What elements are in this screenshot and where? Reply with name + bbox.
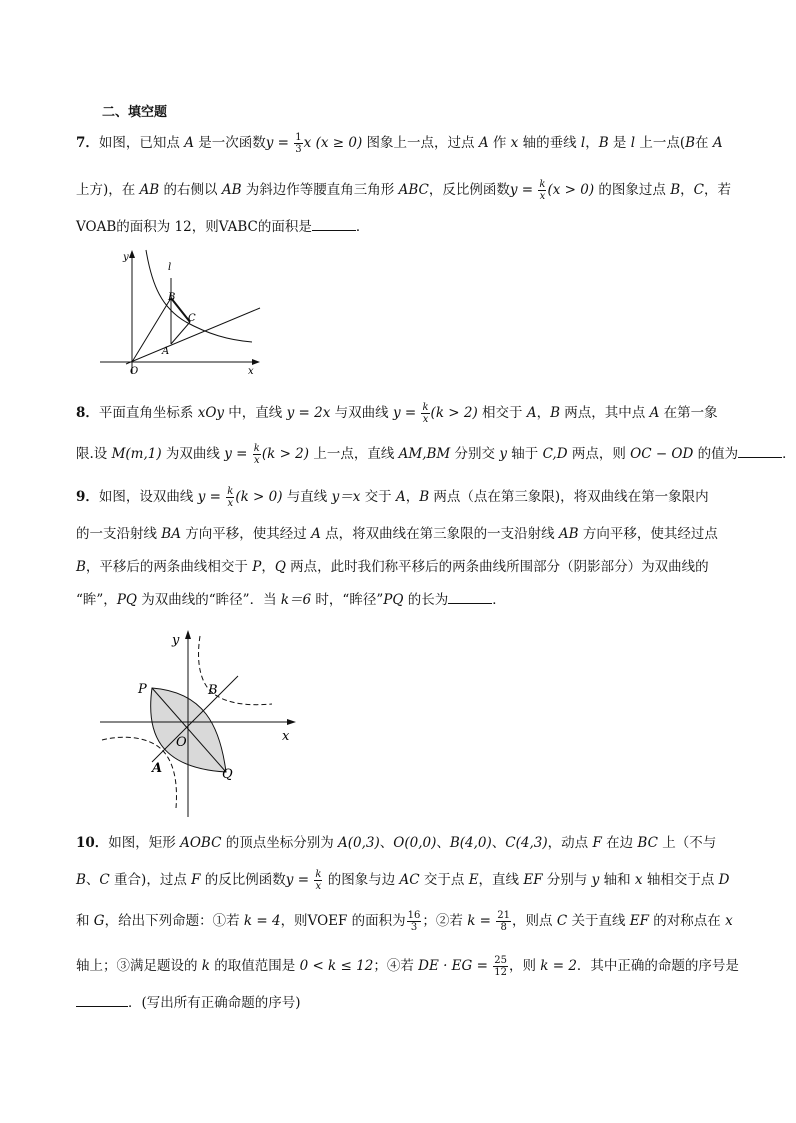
frac-den: x xyxy=(539,191,546,202)
text: 如图，已知点 xyxy=(98,135,185,151)
math: AB xyxy=(139,182,160,198)
label-O: O xyxy=(176,735,187,750)
answer-blank[interactable] xyxy=(76,994,128,1007)
text: 的面积是 xyxy=(257,219,312,235)
frac-num: k xyxy=(315,869,322,880)
math: = xyxy=(293,872,314,888)
text: 轴相交于点 xyxy=(642,872,719,888)
text: 上一点( xyxy=(635,135,686,151)
text: ，动点 xyxy=(547,835,593,851)
math: (x > 0) xyxy=(547,182,595,198)
math: PQ xyxy=(383,592,404,608)
text: 重合)，过点 xyxy=(109,872,192,888)
math: = xyxy=(273,135,294,151)
math: C(4,3) xyxy=(505,835,548,851)
math: EF xyxy=(629,913,649,929)
math: F xyxy=(592,835,602,851)
q7-line-1 xyxy=(76,132,726,155)
math: k＝6 xyxy=(280,592,312,608)
q7-line-3 xyxy=(76,216,726,238)
math: = xyxy=(400,405,421,421)
math: OC − OD xyxy=(630,446,694,462)
text: 是 xyxy=(608,135,631,151)
fraction xyxy=(314,869,322,892)
q7-figure xyxy=(96,246,264,378)
math: AC xyxy=(399,872,420,888)
math: PQ xyxy=(116,592,137,608)
fraction xyxy=(493,955,508,978)
math: y xyxy=(591,872,600,888)
math: C xyxy=(693,182,704,198)
label-l: l xyxy=(168,262,172,273)
math: AB xyxy=(221,182,242,198)
math: BC xyxy=(637,835,658,851)
text: 轴上；③满足题设的 xyxy=(76,958,202,974)
math: AOBC xyxy=(180,835,222,851)
fraction xyxy=(496,910,511,933)
math: EF xyxy=(523,872,543,888)
text: 分别交 xyxy=(450,446,500,462)
text: 的顶点坐标分别为 xyxy=(221,835,339,851)
math: k = xyxy=(467,913,496,929)
q9-line-3 xyxy=(76,556,726,578)
section-title: 二、填空题 xyxy=(102,105,168,120)
text: 交于点 xyxy=(419,872,469,888)
math: A xyxy=(184,135,194,151)
text: ．其中正确的命题的序号是 xyxy=(576,958,739,974)
math: y xyxy=(265,135,274,151)
text: 的一支沿射线 xyxy=(76,526,162,542)
text: ， xyxy=(405,489,420,505)
text: 的取值范围是 xyxy=(209,958,300,974)
text: 、 xyxy=(85,872,100,888)
q7-number: 7． xyxy=(76,135,99,151)
math: (k > 2) xyxy=(430,405,478,421)
text: 的对称点在 xyxy=(648,913,726,929)
math: ABC xyxy=(398,182,429,198)
text: ；④若 xyxy=(373,958,419,974)
y-axis-arrow xyxy=(129,250,135,258)
text: 在 xyxy=(695,135,713,151)
text: 与直线 xyxy=(282,489,332,505)
frac-den: 8 xyxy=(500,922,507,933)
label-y: y xyxy=(172,633,180,648)
math: B xyxy=(76,559,86,575)
text: 、 xyxy=(436,835,450,851)
text: 轴于 xyxy=(506,446,543,462)
text: 方向平移，使其经过点 xyxy=(578,526,718,542)
q9-line-2 xyxy=(76,523,726,545)
text: ． xyxy=(355,219,370,235)
text: 上方)，在 xyxy=(76,182,140,198)
frac-num: 1 xyxy=(295,132,302,143)
label-A: A xyxy=(162,346,170,357)
text: ， xyxy=(585,135,599,151)
text: 两点，则 xyxy=(567,446,631,462)
math: y = 2x xyxy=(286,405,331,421)
math: D xyxy=(718,872,730,888)
math: P xyxy=(252,559,262,575)
text: 的长为 xyxy=(403,592,449,608)
text: 和 xyxy=(76,913,94,929)
frac-num: k xyxy=(422,402,429,413)
math: k xyxy=(201,958,210,974)
math: C xyxy=(556,913,568,929)
fraction xyxy=(294,132,302,155)
math: DE · EG = xyxy=(418,958,493,974)
math: = xyxy=(231,446,252,462)
math: AM,BM xyxy=(398,446,451,462)
text: 为双曲线 xyxy=(161,446,225,462)
math: C xyxy=(99,872,110,888)
math: Q xyxy=(274,559,286,575)
text: ． xyxy=(492,592,506,608)
math: A xyxy=(649,405,660,421)
q10-line-5 xyxy=(76,992,726,1014)
text: “眸”， xyxy=(76,592,117,608)
label-A: A xyxy=(152,761,163,776)
math: A xyxy=(478,135,489,151)
fraction xyxy=(538,179,546,202)
text: 平面直角坐标系 xyxy=(98,405,198,421)
text: 交于 xyxy=(360,489,396,505)
math: E xyxy=(468,872,479,888)
text: 如图，矩形 xyxy=(108,835,181,851)
q8-number: 8． xyxy=(76,405,99,421)
math: x xyxy=(634,872,643,888)
text: 轴和 xyxy=(599,872,635,888)
fraction xyxy=(421,402,429,425)
math: y xyxy=(509,182,518,198)
math: A xyxy=(311,526,321,542)
frac-den: x xyxy=(227,498,234,509)
math: O(0,0) xyxy=(393,835,437,851)
label-y: y xyxy=(123,252,129,263)
text: ，反比例函数 xyxy=(428,182,510,198)
text: ，给出下列命题：①若 xyxy=(104,913,244,929)
frac-den: 3 xyxy=(295,144,302,155)
text: 、 xyxy=(379,835,394,851)
text: ．(写出所有正确命题的序号) xyxy=(128,995,301,1011)
frac-den: x xyxy=(253,455,260,466)
text: ，则点 xyxy=(512,913,557,929)
q10-line-1 xyxy=(76,832,726,854)
text: 的反比例函数 xyxy=(200,872,286,888)
text: 关于直线 xyxy=(567,913,630,929)
math: B xyxy=(550,405,561,421)
q10-line-3 xyxy=(76,910,733,933)
fraction xyxy=(253,443,261,466)
math: M(m,1) xyxy=(111,446,162,462)
math: y＝x xyxy=(331,489,361,505)
math: B xyxy=(598,135,609,151)
label-C: C xyxy=(188,313,196,324)
label-x: x xyxy=(282,729,290,744)
text: 方向平移，使其经过 xyxy=(180,526,312,542)
text: ， xyxy=(680,182,694,198)
fraction xyxy=(226,486,234,509)
frac-num: k xyxy=(253,443,260,454)
math: l xyxy=(580,135,586,151)
text: ， xyxy=(536,405,551,421)
q8-line-1 xyxy=(76,402,726,425)
text: 两点（点在第三象限)，将双曲线在第一象限内 xyxy=(429,489,709,505)
text: 图象上一点，过点 xyxy=(362,135,479,151)
math: A(0,3) xyxy=(338,835,380,851)
text: 上一点，直线 xyxy=(309,446,399,462)
math: y xyxy=(392,405,401,421)
text: 与双曲线 xyxy=(330,405,393,421)
text: 在边 xyxy=(601,835,638,851)
q10-number: 10． xyxy=(76,835,109,851)
text: 是一次函数 xyxy=(193,135,266,151)
frac-num: k xyxy=(539,179,546,190)
math: x xyxy=(510,135,519,151)
math: G xyxy=(93,913,105,929)
text: 相交于 xyxy=(477,405,527,421)
label-B: B xyxy=(208,683,218,698)
text: 限.设 xyxy=(76,446,112,462)
text: 的图象过点 xyxy=(594,182,671,198)
text: 两点，此时我们称平移后的两条曲线所围部分（阴影部分）为双曲线的 xyxy=(285,559,709,575)
math: VOAB xyxy=(76,219,117,235)
hyperbola-curve xyxy=(146,250,252,342)
frac-num: 25 xyxy=(494,955,507,966)
math: C,D xyxy=(542,446,568,462)
text: 为斜边作等腰直角三角形 xyxy=(241,182,399,198)
math: B xyxy=(76,872,86,888)
text: 的值为 xyxy=(693,446,739,462)
text: 时，“眸径” xyxy=(311,592,384,608)
q7-line-2 xyxy=(76,179,731,202)
math: y xyxy=(499,446,507,462)
text: ，若 xyxy=(703,182,731,198)
frac-den: x xyxy=(422,414,429,425)
text: 在第一象 xyxy=(659,405,718,421)
text: 如图，设双曲线 xyxy=(98,489,198,505)
y-axis-arrow xyxy=(185,630,191,639)
frac-num: k xyxy=(227,486,234,497)
math: k = 2 xyxy=(540,958,577,974)
fraction xyxy=(407,910,422,933)
frac-num: 16 xyxy=(407,910,421,921)
frac-den: x xyxy=(315,881,322,892)
text: 两点，其中点 xyxy=(560,405,650,421)
math: y xyxy=(224,446,232,462)
frac-num: 21 xyxy=(497,910,511,921)
text: ，则 xyxy=(508,958,541,974)
text: 中，直线 xyxy=(224,405,287,421)
q9-figure xyxy=(96,622,308,822)
math: VOEF xyxy=(307,913,348,929)
math: x (x ≥ 0) xyxy=(303,135,363,151)
q9-number: 9． xyxy=(76,489,99,505)
text: 作 xyxy=(488,135,511,151)
q10-line-4 xyxy=(76,955,739,978)
q8-line-2 xyxy=(76,443,796,466)
math: B(4,0) xyxy=(449,835,492,851)
math: k = 4 xyxy=(243,913,281,929)
text: 为双曲线的“眸径”．当 xyxy=(136,592,281,608)
text: ，平移后的两条曲线相交于 xyxy=(85,559,253,575)
text: ． xyxy=(782,446,796,462)
label-P: P xyxy=(138,682,147,697)
math: AB xyxy=(558,526,579,542)
math: B xyxy=(670,182,681,198)
text: 上（不与 xyxy=(657,835,717,851)
x-axis-arrow xyxy=(287,719,296,725)
text: ， xyxy=(261,559,275,575)
text: 的面积为 12，则 xyxy=(116,219,219,235)
math: (k > 0) xyxy=(235,489,283,505)
answer-blank[interactable] xyxy=(738,445,782,458)
q9-line-4 xyxy=(76,589,726,611)
frac-den: 3 xyxy=(410,922,418,933)
answer-blank[interactable] xyxy=(312,218,356,231)
math: A xyxy=(526,405,537,421)
math: l xyxy=(630,135,636,151)
math: BA xyxy=(161,526,181,542)
q10-line-2 xyxy=(76,869,730,892)
math: F xyxy=(191,872,201,888)
label-Q: Q xyxy=(222,767,233,782)
text: ；②若 xyxy=(422,913,468,929)
math: = xyxy=(517,182,538,198)
math: = xyxy=(205,489,226,505)
text: ，直线 xyxy=(478,872,524,888)
math: x xyxy=(725,913,733,929)
math: B xyxy=(419,489,430,505)
q9-line-1 xyxy=(76,486,726,509)
math: xOy xyxy=(197,405,225,421)
text: 、 xyxy=(491,835,506,851)
math: A xyxy=(712,135,723,151)
text: 分别与 xyxy=(542,872,592,888)
frac-den: 12 xyxy=(494,967,507,978)
text: 的右侧以 xyxy=(159,182,222,198)
text: 的图象与边 xyxy=(323,872,400,888)
text: 点，将双曲线在第三象限的一支沿射线 xyxy=(320,526,559,542)
text: 轴的垂线 xyxy=(518,135,581,151)
x-axis-arrow xyxy=(252,359,260,365)
math: B xyxy=(685,135,696,151)
math: y xyxy=(285,872,294,888)
label-B: B xyxy=(168,292,176,303)
label-O: O xyxy=(130,366,139,377)
answer-blank[interactable] xyxy=(448,591,492,604)
label-x: x xyxy=(248,366,254,377)
math: 0 < k ≤ 12 xyxy=(299,958,374,974)
text: 的面积为 xyxy=(347,913,406,929)
math: VABC xyxy=(218,219,258,235)
text: ，则 xyxy=(280,913,308,929)
math: (k > 2) xyxy=(261,446,310,462)
math: A xyxy=(395,489,406,505)
math: y xyxy=(197,489,206,505)
